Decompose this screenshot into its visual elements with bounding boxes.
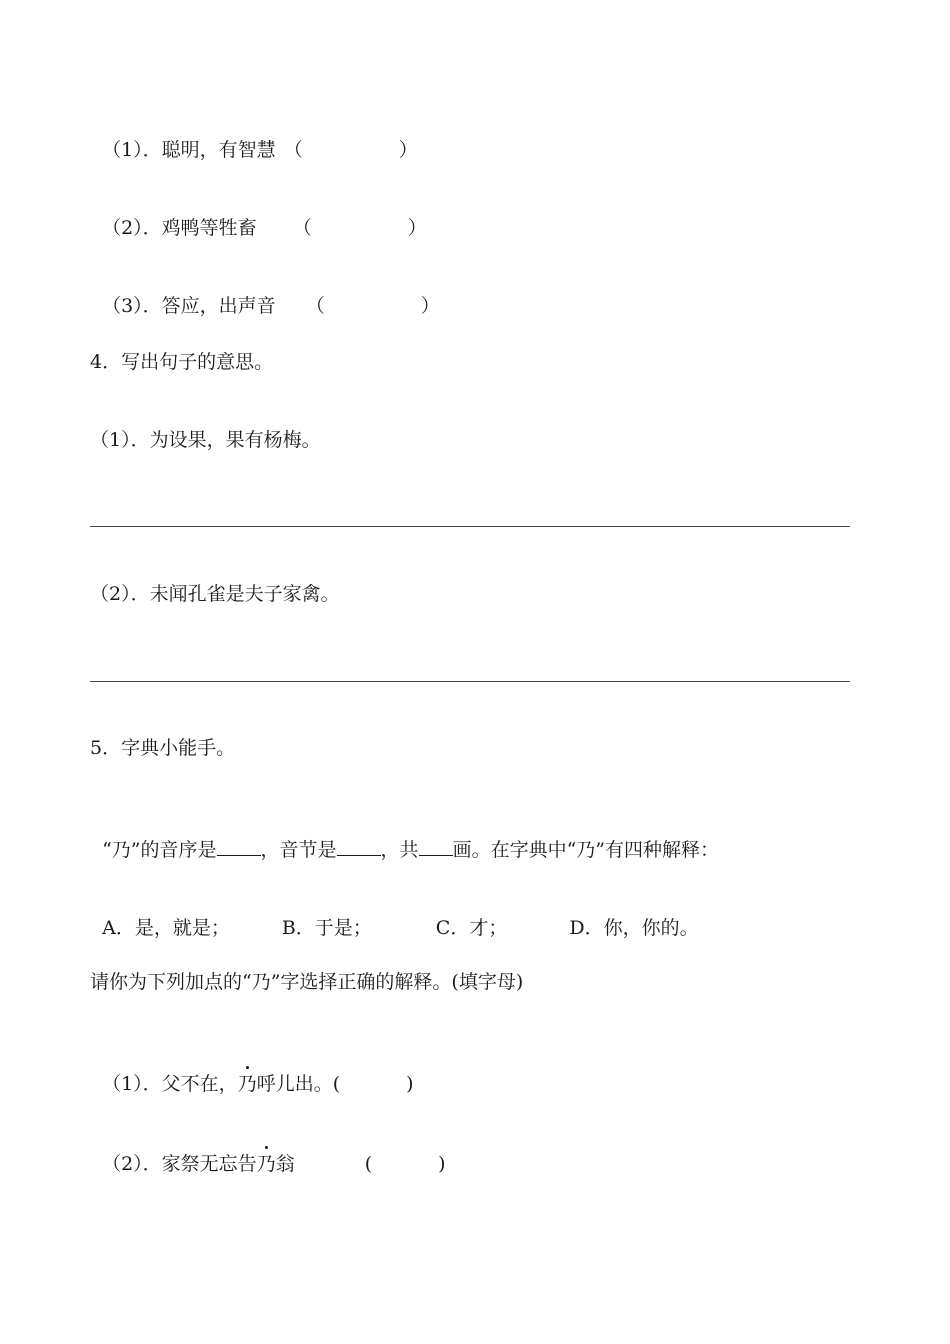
q3-item-1 <box>90 114 418 162</box>
q5-option-b: B．于是； <box>281 917 372 939</box>
q5-intro-c: ，共 <box>380 839 419 861</box>
q4-title: 4．写出句子的意思。 <box>90 351 274 373</box>
q5-s2-post: 翁 <box>275 1153 295 1175</box>
q3-item-2-open: （ <box>292 217 312 239</box>
q4-answer-line-1[interactable] <box>90 526 850 527</box>
q3-item-1-open: （ <box>283 139 303 161</box>
q5-s1-dotted-char: 乃 <box>237 1073 257 1095</box>
q5-s1-pre: （1）．父不在， <box>102 1073 238 1095</box>
q5-instruction: 请你为下列加点的“乃”字选择正确的解释。(填字母) <box>90 971 524 993</box>
q5-s1-open: ( <box>332 1073 341 1095</box>
q5-options <box>90 892 699 940</box>
q5-s1-close: ) <box>406 1073 414 1095</box>
q4-sentence-1: （1）．为设果，果有杨梅。 <box>90 429 321 451</box>
q3-item-2-label: （2）．鸡鸭等牲畜 <box>102 217 257 239</box>
q5-sentence-1 <box>90 1048 414 1096</box>
q5-blank-syllable[interactable] <box>337 839 381 856</box>
q5-option-c: C．才； <box>435 917 508 939</box>
q5-s2-close: ) <box>438 1153 446 1175</box>
q5-sentence-2 <box>90 1128 446 1176</box>
q5-blank-strokes[interactable] <box>419 839 453 856</box>
q5-s2-pre: （2）．家祭无忘告 <box>102 1153 257 1175</box>
q5-title: 5．字典小能手。 <box>90 737 236 759</box>
q5-intro <box>90 814 719 862</box>
q3-item-2 <box>90 192 427 240</box>
q5-s2-dotted-char: 乃 <box>256 1153 276 1175</box>
q3-item-3-close: ） <box>420 295 440 317</box>
q3-item-3 <box>90 270 440 318</box>
q5-s2-open: ( <box>364 1153 373 1175</box>
q3-item-2-close: ） <box>407 217 427 239</box>
q5-blank-order[interactable] <box>217 839 261 856</box>
q5-intro-a: “乃”的音序是 <box>102 839 217 861</box>
q5-option-d: D．你，你的。 <box>569 917 699 939</box>
q5-intro-b: ，音节是 <box>260 839 337 861</box>
q3-item-1-label: （1）．聪明，有智慧 <box>102 139 276 161</box>
q5-option-a: A．是，就是； <box>102 917 230 939</box>
q4-sentence-2: （2）．未闻孔雀是夫子家禽。 <box>90 583 340 605</box>
q3-item-3-open: （ <box>305 295 325 317</box>
q3-item-3-label: （3）．答应，出声音 <box>102 295 276 317</box>
q5-intro-d: 画。在字典中“乃”有四种解释： <box>452 839 719 861</box>
q5-s1-post: 呼儿出。 <box>256 1073 333 1095</box>
q4-answer-line-2[interactable] <box>90 681 850 682</box>
q3-item-1-close: ） <box>398 139 418 161</box>
